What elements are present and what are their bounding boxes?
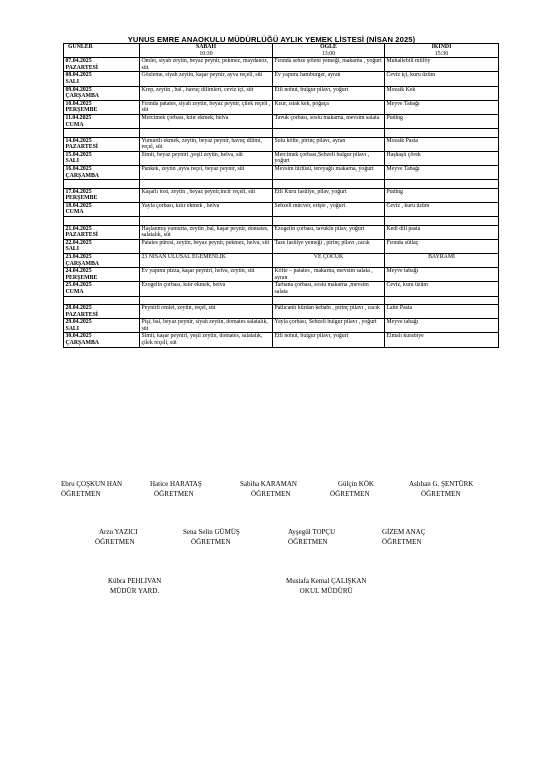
day-cell [64, 166, 140, 180]
empty-cell [385, 180, 499, 189]
day-cell [64, 58, 140, 72]
sabah-cell: Yayla çorbası, kıtır ekmek , helva [140, 202, 273, 216]
ogle-cell: Sebzeli mücver, erişte , yoğurt [273, 202, 385, 216]
header-row [64, 44, 499, 58]
table-row [64, 282, 499, 296]
ikindi-cell: Haşhaşlı çörek [385, 151, 499, 165]
sabah-cell: Ezogelin çorbası, kıtır ekmek, helva [140, 282, 273, 296]
ikindi-cell: BAYRAMI [385, 253, 499, 267]
table-row [64, 305, 499, 319]
empty-cell [273, 217, 385, 226]
table-row [64, 268, 499, 282]
table-row [64, 188, 499, 202]
sabah-cell: 23 NİSAN ULUSAL EGEMENLİK [140, 253, 273, 267]
header-gunler: GÜNLER [64, 44, 140, 58]
ogle-cell: VE ÇOCUK [273, 253, 385, 267]
sabah-cell: Simit, kaşar peyniri, yeşil zeytin, domates, salatalık, çilek reçeli, süt [140, 333, 273, 347]
ogle-cell: Köfte – patates , makarna, mevsim salata , ayran [273, 268, 385, 282]
day-cell [64, 151, 140, 165]
empty-cell [385, 217, 499, 226]
table-row [64, 86, 499, 100]
sabah-cell: Yumurtlı ekmek, zeytin, beyaz peynir, havuç dilimi, reçel, süt [140, 137, 273, 151]
date-text: 28.04.2025 [65, 305, 92, 311]
empty-cell [140, 180, 273, 189]
sabah-cell: Krep, zeytin , bal , havuç dilimleri, ceviz içi, süt [140, 86, 273, 100]
spacer-row [64, 296, 499, 305]
header-sabah: SABAH 10:30 [140, 44, 273, 58]
sabah-cell: Ev yapımı pizza, kaşar peyniri, helva, zeytin, süt [140, 268, 273, 282]
weekday-text: PERŞEMBE [65, 107, 98, 114]
ikindi-cell: Puding [385, 188, 499, 202]
date-text: 21.04.2025 [65, 225, 92, 232]
date-text: 25.04.2025 [65, 282, 92, 289]
weekday-text: SALI [65, 158, 80, 165]
day-cell [64, 225, 140, 239]
day-cell [64, 114, 140, 128]
signature-9: GİZEM ANAÇ ÖĞRETMEN [382, 528, 426, 546]
ogle-cell: Tarhana çorbası, soslu makarna ,mevsim salata [273, 282, 385, 296]
ogle-cell: Sulu köfte, pirinç pilavı, ayran [273, 137, 385, 151]
table-row [64, 333, 499, 347]
sabah-cell: Pankek, zeytin ,ayva reçel, beyaz peynir, süt [140, 166, 273, 180]
sabah-cell: Omlet, siyah zeytin, beyaz peynir, pekmez, maydanoz, süt. [140, 58, 273, 72]
weekday-text: PAZARTESİ [65, 144, 99, 151]
header-ikindi: İKİNDİ 15:30 [385, 44, 499, 58]
sabah-cell: Kaşarlı tost, zeytin , beyaz peynir,incir reçeli, süt [140, 188, 273, 202]
empty-cell [273, 129, 385, 138]
sabah-cell: Gözleme, siyah zeytin, kaşar peynir, ayva reçeli, süt [140, 72, 273, 86]
table-row [64, 319, 499, 333]
table-row [64, 137, 499, 151]
ikindi-cell: Elmalı kurabiye [385, 333, 499, 347]
empty-cell [64, 296, 140, 305]
day-cell [64, 319, 140, 333]
date-text: 07.04.2025 [65, 58, 92, 65]
ogle-cell: Tavuk çorbası, soslu makarna, mevsim salata [273, 114, 385, 128]
ogle-cell: Yayla çorbası, Sebzeli bulgur pilavı , yoğurt [273, 319, 385, 333]
ikindi-cell: Ceviz, kuru üzüm [385, 282, 499, 296]
ikindi-cell: Meyve tabağı [385, 268, 499, 282]
day-cell [64, 333, 140, 347]
ikindi-cell: Meyve tabağı [385, 319, 499, 333]
ikindi-cell: Ceviz içi, kuru üzüm [385, 72, 499, 86]
menu-table [63, 43, 499, 348]
table-row [64, 166, 499, 180]
ogle-cell: Fırında sebze şöleni yemeği, makarna , yoğurt [273, 58, 385, 72]
ogle-cell: Patlıcanlı kürdan kebabı , pirinç pilavı , cacık [273, 305, 385, 319]
weekday-text: PAZARTESİ [65, 311, 99, 318]
ogle-cell: Ezogelin çorbası, tavuklu pilav, yoğurt [273, 225, 385, 239]
signature-3: Sabiha KARAMAN ÖĞRETMEN [240, 480, 297, 498]
ogle-cell: Ev yapımı hamburger, ayran [273, 72, 385, 86]
ogle-cell: Etli Kuru fasülye, pilav, yoğurt [273, 188, 385, 202]
day-cell [64, 72, 140, 86]
date-text: 23.04.2025 [65, 253, 92, 260]
date-text: 09.04.2025 [65, 86, 92, 93]
weekday-text: SALI [65, 325, 80, 332]
signature-4: Gülçin KÖK ÖĞRETMEN [330, 480, 374, 498]
day-cell [64, 188, 140, 202]
day-cell [64, 305, 140, 319]
ikindi-cell: Fırında sütlaç [385, 239, 499, 253]
empty-cell [385, 296, 499, 305]
sabah-cell: Fırında patates, siyah zeytin, beyaz peynir, çilek reçeli , süt [140, 100, 273, 114]
sabah-cell: Patates püresi, zeytin, beyaz peynir, pekmez, helva, süt [140, 239, 273, 253]
signature-5: Aslıhan G. ŞENTÜRK ÖĞRETMEN [409, 480, 474, 498]
table-row [64, 58, 499, 72]
signature-1: Ebru ÇOŞKUN HAN ÖĞRETMEN [61, 480, 123, 498]
sabah-cell: Pişi, bal, beyaz peynir, siyah zeytin, domates salatalık, süt [140, 319, 273, 333]
ikindi-cell: Muhallebili milföy [385, 58, 499, 72]
ogle-cell: Mevsim türlüsü, tereyağlı makarna, yoğurt [273, 166, 385, 180]
ikindi-cell: Kedi dili pasta [385, 225, 499, 239]
ikindi-cell: Meyve Tabağı [385, 100, 499, 114]
table-row [64, 100, 499, 114]
day-cell [64, 253, 140, 267]
ikindi-cell: Latte Pasta [385, 305, 499, 319]
day-cell [64, 268, 140, 282]
table-row [64, 202, 499, 216]
signature-7: Sena Selin GÜMÜŞ ÖĞRETMEN [183, 528, 240, 546]
empty-cell [64, 129, 140, 138]
weekday-text: CUMA [65, 209, 84, 216]
empty-cell [140, 296, 273, 305]
signature-8: Ayşegül TOPÇU ÖĞRETMEN [288, 528, 336, 546]
weekday-text: PERŞEMBE [65, 195, 98, 202]
ikindi-cell: Puding [385, 114, 499, 128]
weekday-text: ÇARŞAMBA [65, 172, 99, 179]
date-text: 17.04.2025 [65, 188, 92, 195]
date-text: 30.04.2025 [65, 333, 92, 340]
ogle-cell: Kısır, ıslak kek, poğaça [273, 100, 385, 114]
ogle-cell: Taze fasülye yemeği , pirinç pilavı ,cacık [273, 239, 385, 253]
sabah-cell: Peynirli omlet, zeytin, reçel, süt [140, 305, 273, 319]
spacer-row [64, 180, 499, 189]
date-text: 08.04.2025 [65, 72, 92, 79]
table-row [64, 253, 499, 267]
page-title: YUNUS EMRE ANAOKULU MÜDÜRLÜĞÜ AYLIK YEMEK LİSTESİ (NİSAN 2025) [127, 35, 416, 44]
day-cell [64, 282, 140, 296]
spacer-row [64, 217, 499, 226]
table-row [64, 151, 499, 165]
date-text: 10.04.2025 [65, 100, 92, 107]
empty-cell [273, 180, 385, 189]
weekday-text: PAZARTESİ [65, 64, 99, 71]
table-row [64, 114, 499, 128]
sabah-cell: Haşlanmış yumurta, zeytin ,bal, kaşar peynir, domates, salatalık, süt [140, 225, 273, 239]
weekday-text: SALI [65, 78, 80, 85]
empty-cell [140, 217, 273, 226]
day-cell [64, 86, 140, 100]
date-text: 22.04.2025 [65, 239, 92, 246]
day-cell [64, 137, 140, 151]
date-text: 14.04.2025 [65, 137, 92, 144]
weekday-text: ÇARŞAMBA [65, 339, 99, 346]
ogle-cell: Etli nohut, bulgur pilavı, yoğurt [273, 86, 385, 100]
ikindi-cell: Ceviz , kuru üzüm [385, 202, 499, 216]
date-text: 16.04.2025 [65, 166, 92, 172]
table-row [64, 72, 499, 86]
date-text: 18.04.2025 [65, 202, 92, 209]
empty-cell [273, 296, 385, 305]
signature-2: Hatice HARATAŞ ÖĞRETMEN [150, 480, 202, 498]
date-text: 15.04.2025 [65, 151, 92, 158]
empty-cell [385, 129, 499, 138]
date-text: 24.04.2025 [65, 268, 92, 275]
signature-6: Arzu YAZICI ÖĞRETMEN [95, 528, 138, 546]
ogle-cell: Etli nohut, bulgur pilavı, yoğurt [273, 333, 385, 347]
table-row [64, 239, 499, 253]
weekday-text: ÇARŞAMBA [65, 260, 99, 267]
date-text: 11.04.2025 [65, 114, 92, 121]
weekday-text: PAZARTESİ [65, 232, 99, 239]
day-cell [64, 239, 140, 253]
signature-11: Mustafa Kemal ÇALIŞKAN OKUL MÜDÜRÜ [286, 577, 367, 595]
ikindi-cell: Mozaik Kek [385, 86, 499, 100]
sabah-cell: Mercimek çorbası, kıtır ekmek, helva [140, 114, 273, 128]
spacer-row [64, 129, 499, 138]
ikindi-cell: Mozaik Pasta [385, 137, 499, 151]
day-cell [64, 202, 140, 216]
empty-cell [140, 129, 273, 138]
date-text: 29.04.2025 [65, 319, 92, 326]
weekday-text: CUMA [65, 288, 84, 295]
empty-cell [64, 217, 140, 226]
empty-cell [64, 180, 140, 189]
ikindi-cell: Meyve Tabağı [385, 166, 499, 180]
header-ogle: ÖĞLE 13:00 [273, 44, 385, 58]
weekday-text: ÇARŞAMBA [65, 93, 99, 100]
day-cell [64, 100, 140, 114]
table-row [64, 225, 499, 239]
sabah-cell: Simit, beyaz peyniri ,yeşil zeytin, helva, süt [140, 151, 273, 165]
signature-10: Kübra PEHLİVAN MÜDÜR YARD. [108, 577, 162, 595]
weekday-text: SALI [65, 246, 80, 253]
weekday-text: PERŞEMBE [65, 274, 98, 281]
weekday-text: CUMA [65, 121, 84, 128]
ogle-cell: Mercimek çorbası,Sebzeli bulgur pilavı , yoğurt [273, 151, 385, 165]
